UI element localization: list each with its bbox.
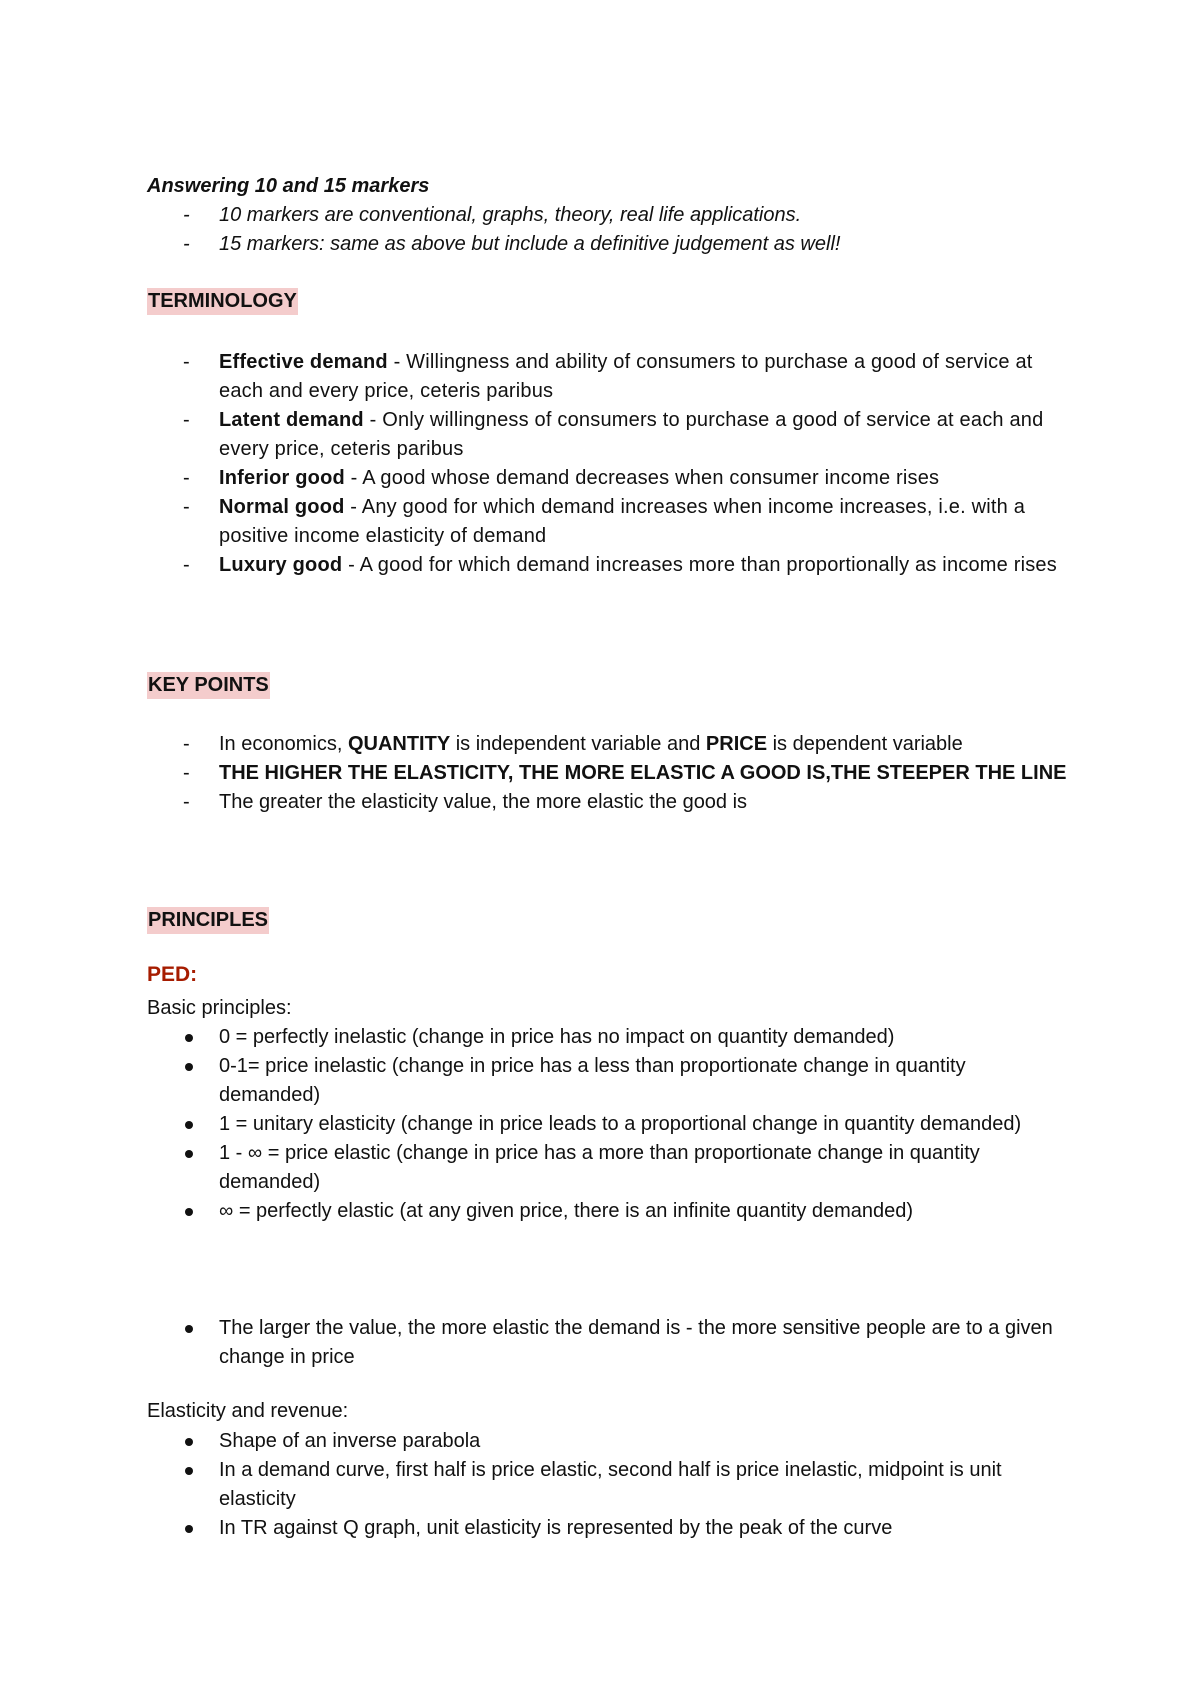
list-item: - The greater the elasticity value, the more elastic the good is <box>183 791 748 813</box>
term-label: Effective demand <box>219 351 388 373</box>
term-label: Luxury good <box>219 554 343 576</box>
list-item: In TR against Q graph, unit elasticity is represented by the peak of the curve <box>147 1514 1067 1543</box>
list-item: - Luxury good - A good for which demand increases more than proportionally as income rises <box>183 554 1057 576</box>
list-item: In a demand curve, first half is price elastic, second half is price inelastic, midpoint is unit elasticity <box>147 1456 1067 1514</box>
bullet-icon <box>185 1467 193 1475</box>
list-item: 0 = perfectly inelastic (change in price has no impact on quantity demanded) <box>147 1023 1067 1052</box>
intro-list <box>147 201 1067 259</box>
term-label: Normal good <box>219 496 345 518</box>
bullet-icon <box>185 1325 193 1333</box>
bullet-icon <box>185 1525 193 1533</box>
elasticity-revenue-label: Elasticity and revenue: <box>147 1400 349 1422</box>
term-label: Latent demand <box>219 409 364 431</box>
list-item: 1 = unitary elasticity (change in price leads to a proportional change in quantity demanded) <box>147 1110 1067 1139</box>
list-item: - 15 markers: same as above but include a definitive judgement as well! <box>183 233 841 255</box>
bullet-icon <box>185 1438 193 1446</box>
terminology-heading: TERMINOLOGY <box>147 288 298 315</box>
extra-principle-list <box>147 1314 1067 1372</box>
bullet-icon <box>185 1208 193 1216</box>
list-item: - Inferior good - A good whose demand decreases when consumer income rises <box>183 467 940 489</box>
bullet-icon <box>185 1034 193 1042</box>
list-item: Shape of an inverse parabola <box>147 1427 1067 1456</box>
list-item: 1 - ∞ = price elastic (change in price has a more than proportionate change in quantity demanded) <box>147 1139 1067 1197</box>
list-item: - Effective demand - Willingness and ability of consumers to purchase a good of service at each and every price, ceteris paribus <box>183 351 1033 402</box>
term-label: Inferior good <box>219 467 345 489</box>
basic-principles-list <box>147 1023 1067 1226</box>
bullet-icon <box>185 1063 193 1071</box>
key-points-list <box>147 730 1067 817</box>
key-points-heading: KEY POINTS <box>147 672 270 699</box>
list-item: 0-1= price inelastic (change in price has a less than proportionate change in quantity demanded) <box>147 1052 1067 1110</box>
principles-heading: PRINCIPLES <box>147 907 269 934</box>
bullet-icon <box>185 1121 193 1129</box>
list-item: The larger the value, the more elastic the demand is - the more sensitive people are to a given change in price <box>147 1314 1067 1372</box>
intro-title: Answering 10 and 15 markers <box>147 175 430 197</box>
list-item: ∞ = perfectly elastic (at any given price, there is an infinite quantity demanded) <box>147 1197 1067 1226</box>
terminology-list <box>147 348 1067 580</box>
list-item: - THE HIGHER THE ELASTICITY, THE MORE ELASTIC A GOOD IS,THE STEEPER THE LINE <box>183 762 1067 784</box>
ped-label: PED: <box>147 963 198 986</box>
bullet-icon <box>185 1150 193 1158</box>
list-item: - In economics, QUANTITY is independent variable and PRICE is dependent variable <box>183 733 963 755</box>
basic-principles-label: Basic principles: <box>147 997 292 1019</box>
list-item: - Latent demand - Only willingness of consumers to purchase a good of service at each and every price, ceteris paribus <box>183 409 1044 460</box>
list-item: - Normal good - Any good for which demand increases when income increases, i.e. with a positive income elasticity of demand <box>183 496 1026 547</box>
list-item: - 10 markers are conventional, graphs, theory, real life applications. <box>183 204 802 226</box>
elasticity-revenue-list <box>147 1427 1067 1543</box>
